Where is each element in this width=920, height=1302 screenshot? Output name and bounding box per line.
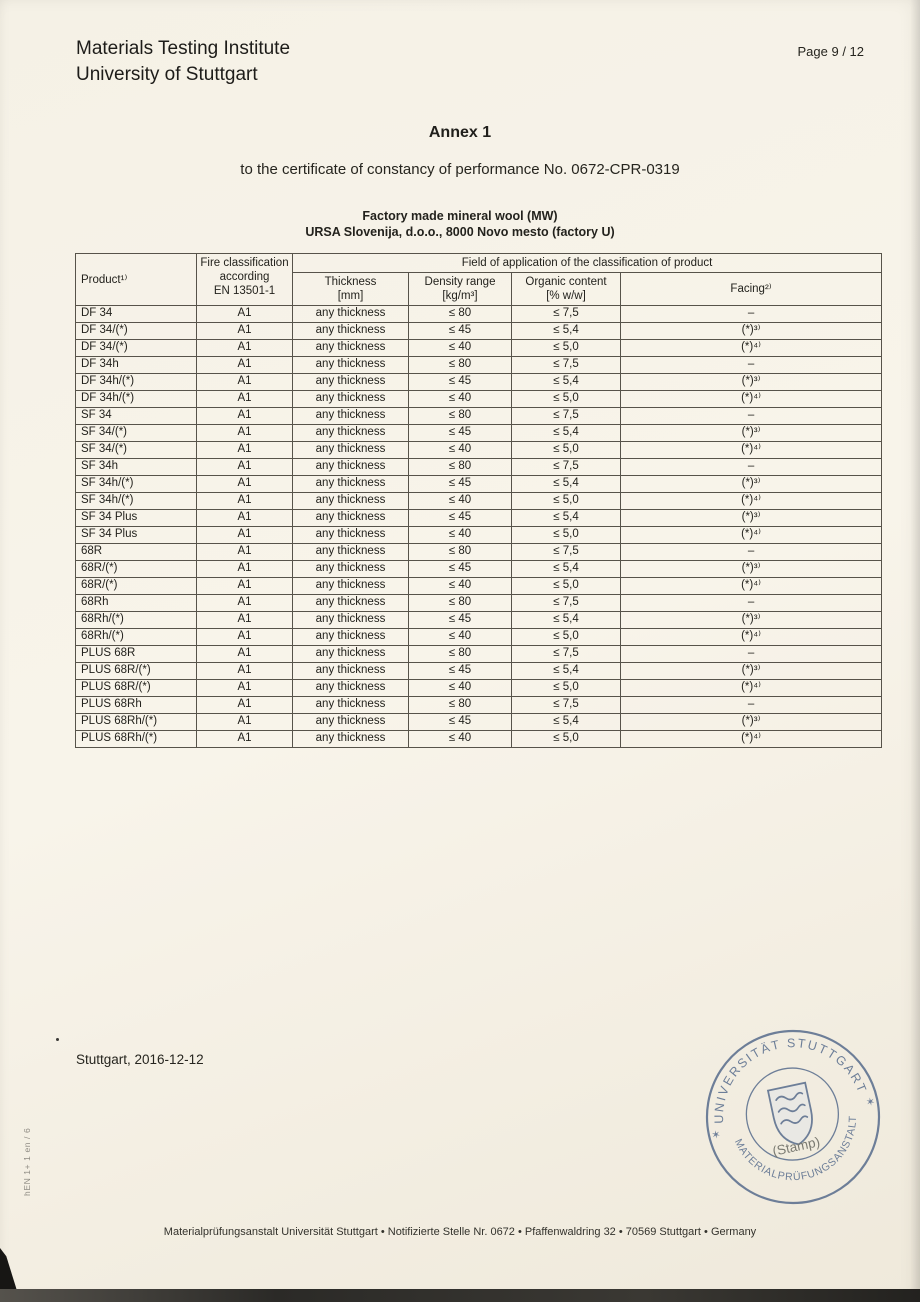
table-head bbox=[76, 254, 882, 306]
organic-content-cell: ≤ 5,4 bbox=[512, 510, 621, 527]
organic-content-cell: ≤ 5,4 bbox=[512, 476, 621, 493]
table-row bbox=[76, 629, 882, 646]
table-row bbox=[76, 714, 882, 731]
thickness-cell: any thickness bbox=[293, 646, 409, 663]
table-row bbox=[76, 493, 882, 510]
thickness-cell: any thickness bbox=[293, 578, 409, 595]
stamp-star-left: ✶ bbox=[710, 1128, 722, 1143]
product-cell: DF 34 bbox=[76, 306, 197, 323]
stamp-label: (Stamp) bbox=[771, 1134, 822, 1159]
table-row bbox=[76, 561, 882, 578]
scan-bottom-edge bbox=[0, 1289, 920, 1302]
thickness-cell: any thickness bbox=[293, 340, 409, 357]
organic-content-cell: ≤ 5,4 bbox=[512, 663, 621, 680]
stamp-ring-text-top: UNIVERSITÄT STUTTGART bbox=[711, 1036, 870, 1124]
organic-content-cell: ≤ 7,5 bbox=[512, 306, 621, 323]
institute-name bbox=[76, 36, 290, 87]
organic-header-line2: [% w/w] bbox=[546, 290, 586, 303]
organic-content-cell: ≤ 7,5 bbox=[512, 646, 621, 663]
fire-class-cell: A1 bbox=[197, 323, 293, 340]
fire-header-line1: Fire classification bbox=[200, 257, 289, 269]
fire-class-cell: A1 bbox=[197, 425, 293, 442]
thickness-cell: any thickness bbox=[293, 561, 409, 578]
facing-cell: – bbox=[621, 306, 882, 323]
fire-class-cell: A1 bbox=[197, 629, 293, 646]
organic-content-cell: ≤ 5,0 bbox=[512, 527, 621, 544]
fire-class-cell: A1 bbox=[197, 442, 293, 459]
organic-content-cell: ≤ 7,5 bbox=[512, 357, 621, 374]
stamp-ring-text-bottom: MATERIALPRÜFUNGSANSTALT bbox=[731, 1115, 860, 1184]
fire-class-cell: A1 bbox=[197, 459, 293, 476]
density-cell: ≤ 40 bbox=[409, 731, 512, 748]
thickness-cell: any thickness bbox=[293, 459, 409, 476]
product-cell: 68R bbox=[76, 544, 197, 561]
col-header-field-of-application: Field of application of the classification of product bbox=[293, 254, 882, 273]
product-cell: DF 34/(*) bbox=[76, 340, 197, 357]
table-row bbox=[76, 425, 882, 442]
density-cell: ≤ 80 bbox=[409, 595, 512, 612]
table-row bbox=[76, 578, 882, 595]
density-cell: ≤ 80 bbox=[409, 697, 512, 714]
density-header-line2: [kg/m³] bbox=[442, 290, 478, 303]
organic-content-cell: ≤ 7,5 bbox=[512, 408, 621, 425]
table-row bbox=[76, 646, 882, 663]
page-number: Page 9 / 12 bbox=[797, 44, 864, 59]
facing-cell: (*)⁴⁾ bbox=[621, 680, 882, 697]
table-row bbox=[76, 697, 882, 714]
density-cell: ≤ 40 bbox=[409, 680, 512, 697]
density-cell: ≤ 40 bbox=[409, 578, 512, 595]
footer-line: Materialprüfungsanstalt Universität Stuttgart • Notifizierte Stelle Nr. 0672 • Pfaffenwaldring 32 • 70569 Stuttgart • Germany bbox=[163, 1226, 757, 1238]
facing-cell: – bbox=[621, 408, 882, 425]
product-cell: SF 34h/(*) bbox=[76, 493, 197, 510]
product-cell: PLUS 68Rh/(*) bbox=[76, 731, 197, 748]
scan-right-edge bbox=[910, 0, 920, 1302]
table-caption-line2: URSA Slovenija, d.o.o., 8000 Novo mesto (factory U) bbox=[305, 225, 615, 240]
facing-cell: (*)⁴⁾ bbox=[621, 578, 882, 595]
facing-cell: (*)³⁾ bbox=[621, 714, 882, 731]
product-cell: DF 34h bbox=[76, 357, 197, 374]
thickness-cell: any thickness bbox=[293, 323, 409, 340]
certificate-subtitle: to the certificate of constancy of performance No. 0672-CPR-0319 bbox=[240, 161, 680, 178]
product-cell: SF 34/(*) bbox=[76, 442, 197, 459]
fire-class-cell: A1 bbox=[197, 646, 293, 663]
table-row bbox=[76, 340, 882, 357]
density-cell: ≤ 80 bbox=[409, 408, 512, 425]
facing-cell: (*)⁴⁾ bbox=[621, 442, 882, 459]
density-cell: ≤ 45 bbox=[409, 425, 512, 442]
density-header-line1: Density range bbox=[424, 276, 496, 289]
fire-class-cell: A1 bbox=[197, 527, 293, 544]
product-cell: 68R/(*) bbox=[76, 561, 197, 578]
fire-class-cell: A1 bbox=[197, 391, 293, 408]
table-row bbox=[76, 459, 882, 476]
facing-cell: (*)⁴⁾ bbox=[621, 340, 882, 357]
product-cell: DF 34h/(*) bbox=[76, 374, 197, 391]
table-row bbox=[76, 612, 882, 629]
facing-cell: (*)⁴⁾ bbox=[621, 391, 882, 408]
product-cell: SF 34h/(*) bbox=[76, 476, 197, 493]
thickness-cell: any thickness bbox=[293, 595, 409, 612]
table-header-row-1 bbox=[76, 254, 882, 273]
fire-class-cell: A1 bbox=[197, 510, 293, 527]
facing-cell: – bbox=[621, 544, 882, 561]
density-cell: ≤ 45 bbox=[409, 476, 512, 493]
thickness-header-line1: Thickness bbox=[324, 276, 377, 289]
density-cell: ≤ 45 bbox=[409, 374, 512, 391]
table-row bbox=[76, 476, 882, 493]
table-row bbox=[76, 306, 882, 323]
facing-cell: (*)⁴⁾ bbox=[621, 731, 882, 748]
organic-content-cell: ≤ 5,0 bbox=[512, 442, 621, 459]
facing-cell: (*)³⁾ bbox=[621, 612, 882, 629]
date-line: Stuttgart, 2016-12-12 bbox=[76, 1052, 204, 1067]
table-row bbox=[76, 408, 882, 425]
thickness-cell: any thickness bbox=[293, 510, 409, 527]
product-cell: DF 34/(*) bbox=[76, 323, 197, 340]
table-row bbox=[76, 595, 882, 612]
facing-cell: (*)⁴⁾ bbox=[621, 493, 882, 510]
thickness-cell: any thickness bbox=[293, 544, 409, 561]
facing-cell: – bbox=[621, 357, 882, 374]
facing-cell: (*)³⁾ bbox=[621, 561, 882, 578]
fire-class-cell: A1 bbox=[197, 663, 293, 680]
facing-cell: (*)³⁾ bbox=[621, 663, 882, 680]
fire-class-cell: A1 bbox=[197, 408, 293, 425]
thickness-cell: any thickness bbox=[293, 731, 409, 748]
fire-class-cell: A1 bbox=[197, 357, 293, 374]
organic-content-cell: ≤ 7,5 bbox=[512, 544, 621, 561]
thickness-cell: any thickness bbox=[293, 306, 409, 323]
density-cell: ≤ 45 bbox=[409, 714, 512, 731]
density-cell: ≤ 40 bbox=[409, 493, 512, 510]
product-cell: SF 34 Plus bbox=[76, 527, 197, 544]
organic-content-cell: ≤ 5,4 bbox=[512, 323, 621, 340]
table-row bbox=[76, 357, 882, 374]
density-cell: ≤ 45 bbox=[409, 510, 512, 527]
fire-class-cell: A1 bbox=[197, 493, 293, 510]
product-cell: SF 34/(*) bbox=[76, 425, 197, 442]
organic-content-cell: ≤ 5,4 bbox=[512, 425, 621, 442]
facing-cell: – bbox=[621, 646, 882, 663]
thickness-cell: any thickness bbox=[293, 425, 409, 442]
fire-class-cell: A1 bbox=[197, 306, 293, 323]
product-cell: DF 34h/(*) bbox=[76, 391, 197, 408]
col-header-facing: Facing²⁾ bbox=[621, 273, 882, 306]
density-cell: ≤ 80 bbox=[409, 544, 512, 561]
col-header-product: Product¹⁾ bbox=[76, 254, 197, 306]
product-cell: PLUS 68Rh/(*) bbox=[76, 714, 197, 731]
facing-cell: (*)⁴⁾ bbox=[621, 527, 882, 544]
col-header-fire-classification bbox=[197, 254, 293, 306]
table-row bbox=[76, 544, 882, 561]
scan-corner-artifact bbox=[0, 1248, 18, 1294]
col-header-thickness bbox=[293, 273, 409, 306]
fire-header-line3: EN 13501-1 bbox=[213, 285, 276, 298]
product-cell: SF 34h bbox=[76, 459, 197, 476]
density-cell: ≤ 40 bbox=[409, 391, 512, 408]
density-cell: ≤ 80 bbox=[409, 459, 512, 476]
fire-class-cell: A1 bbox=[197, 476, 293, 493]
organic-content-cell: ≤ 5,0 bbox=[512, 578, 621, 595]
organic-content-cell: ≤ 5,0 bbox=[512, 680, 621, 697]
table-row bbox=[76, 442, 882, 459]
product-cell: PLUS 68Rh bbox=[76, 697, 197, 714]
col-header-organic-content bbox=[512, 273, 621, 306]
fire-class-cell: A1 bbox=[197, 612, 293, 629]
fire-class-cell: A1 bbox=[197, 578, 293, 595]
thickness-cell: any thickness bbox=[293, 374, 409, 391]
density-cell: ≤ 45 bbox=[409, 612, 512, 629]
facing-cell: (*)⁴⁾ bbox=[621, 629, 882, 646]
fire-class-cell: A1 bbox=[197, 340, 293, 357]
facing-cell: (*)³⁾ bbox=[621, 374, 882, 391]
fire-class-cell: A1 bbox=[197, 544, 293, 561]
fire-class-cell: A1 bbox=[197, 697, 293, 714]
fire-class-cell: A1 bbox=[197, 714, 293, 731]
density-cell: ≤ 40 bbox=[409, 629, 512, 646]
product-cell: 68R/(*) bbox=[76, 578, 197, 595]
organic-content-cell: ≤ 5,4 bbox=[512, 561, 621, 578]
institute-name-line1: Materials Testing Institute bbox=[76, 38, 291, 59]
scan-speck bbox=[56, 1038, 59, 1041]
table-row bbox=[76, 680, 882, 697]
facing-cell: (*)³⁾ bbox=[621, 425, 882, 442]
thickness-cell: any thickness bbox=[293, 391, 409, 408]
fire-class-cell: A1 bbox=[197, 731, 293, 748]
fire-class-cell: A1 bbox=[197, 374, 293, 391]
facing-cell: – bbox=[621, 697, 882, 714]
density-cell: ≤ 45 bbox=[409, 323, 512, 340]
thickness-cell: any thickness bbox=[293, 408, 409, 425]
table-row bbox=[76, 391, 882, 408]
thickness-cell: any thickness bbox=[293, 680, 409, 697]
density-cell: ≤ 80 bbox=[409, 646, 512, 663]
table-row bbox=[76, 323, 882, 340]
facing-cell: (*)³⁾ bbox=[621, 510, 882, 527]
organic-content-cell: ≤ 5,0 bbox=[512, 340, 621, 357]
fire-class-cell: A1 bbox=[197, 595, 293, 612]
organic-content-cell: ≤ 5,0 bbox=[512, 731, 621, 748]
organic-content-cell: ≤ 5,4 bbox=[512, 612, 621, 629]
thickness-cell: any thickness bbox=[293, 493, 409, 510]
organic-content-cell: ≤ 7,5 bbox=[512, 595, 621, 612]
thickness-cell: any thickness bbox=[293, 442, 409, 459]
facing-cell: – bbox=[621, 459, 882, 476]
thickness-cell: any thickness bbox=[293, 357, 409, 374]
facing-cell: (*)³⁾ bbox=[621, 323, 882, 340]
density-cell: ≤ 45 bbox=[409, 663, 512, 680]
thickness-header-line2: [mm] bbox=[337, 290, 364, 303]
fire-header-line2: according bbox=[219, 271, 270, 284]
page-header bbox=[76, 36, 864, 87]
thickness-cell: any thickness bbox=[293, 697, 409, 714]
table-caption-line1: Factory made mineral wool (MW) bbox=[362, 209, 558, 223]
thickness-cell: any thickness bbox=[293, 476, 409, 493]
density-cell: ≤ 40 bbox=[409, 442, 512, 459]
organic-header-line1: Organic content bbox=[525, 276, 607, 289]
product-cell: 68Rh/(*) bbox=[76, 629, 197, 646]
fire-class-cell: A1 bbox=[197, 561, 293, 578]
table-body bbox=[76, 306, 882, 748]
stamp-star-right: ✶ bbox=[864, 1095, 877, 1110]
thickness-cell: any thickness bbox=[293, 612, 409, 629]
fire-class-cell: A1 bbox=[197, 680, 293, 697]
annex-title: Annex 1 bbox=[428, 124, 492, 141]
thickness-cell: any thickness bbox=[293, 527, 409, 544]
product-cell: SF 34 bbox=[76, 408, 197, 425]
product-cell: PLUS 68R/(*) bbox=[76, 663, 197, 680]
density-cell: ≤ 40 bbox=[409, 527, 512, 544]
organic-content-cell: ≤ 5,4 bbox=[512, 714, 621, 731]
organic-content-cell: ≤ 5,4 bbox=[512, 374, 621, 391]
table-caption bbox=[0, 208, 920, 241]
table-row bbox=[76, 527, 882, 544]
product-cell: SF 34 Plus bbox=[76, 510, 197, 527]
institute-name-line2: University of Stuttgart bbox=[76, 63, 258, 85]
product-cell: PLUS 68R bbox=[76, 646, 197, 663]
official-stamp bbox=[680, 1004, 905, 1229]
classification-table bbox=[75, 253, 882, 748]
thickness-cell: any thickness bbox=[293, 663, 409, 680]
table-row bbox=[76, 510, 882, 527]
product-cell: 68Rh bbox=[76, 595, 197, 612]
organic-content-cell: ≤ 5,0 bbox=[512, 391, 621, 408]
product-cell: PLUS 68R/(*) bbox=[76, 680, 197, 697]
density-cell: ≤ 40 bbox=[409, 340, 512, 357]
organic-content-cell: ≤ 7,5 bbox=[512, 697, 621, 714]
col-header-density bbox=[409, 273, 512, 306]
table-row bbox=[76, 374, 882, 391]
product-cell: 68Rh/(*) bbox=[76, 612, 197, 629]
organic-content-cell: ≤ 5,0 bbox=[512, 629, 621, 646]
facing-cell: – bbox=[621, 595, 882, 612]
organic-content-cell: ≤ 7,5 bbox=[512, 459, 621, 476]
density-cell: ≤ 80 bbox=[409, 306, 512, 323]
facing-cell: (*)³⁾ bbox=[621, 476, 882, 493]
document-code-vertical: hEN 1+ 1 en / 6 bbox=[22, 1127, 32, 1196]
organic-content-cell: ≤ 5,0 bbox=[512, 493, 621, 510]
density-cell: ≤ 80 bbox=[409, 357, 512, 374]
thickness-cell: any thickness bbox=[293, 714, 409, 731]
density-cell: ≤ 45 bbox=[409, 561, 512, 578]
table-row bbox=[76, 731, 882, 748]
table-row bbox=[76, 663, 882, 680]
thickness-cell: any thickness bbox=[293, 629, 409, 646]
